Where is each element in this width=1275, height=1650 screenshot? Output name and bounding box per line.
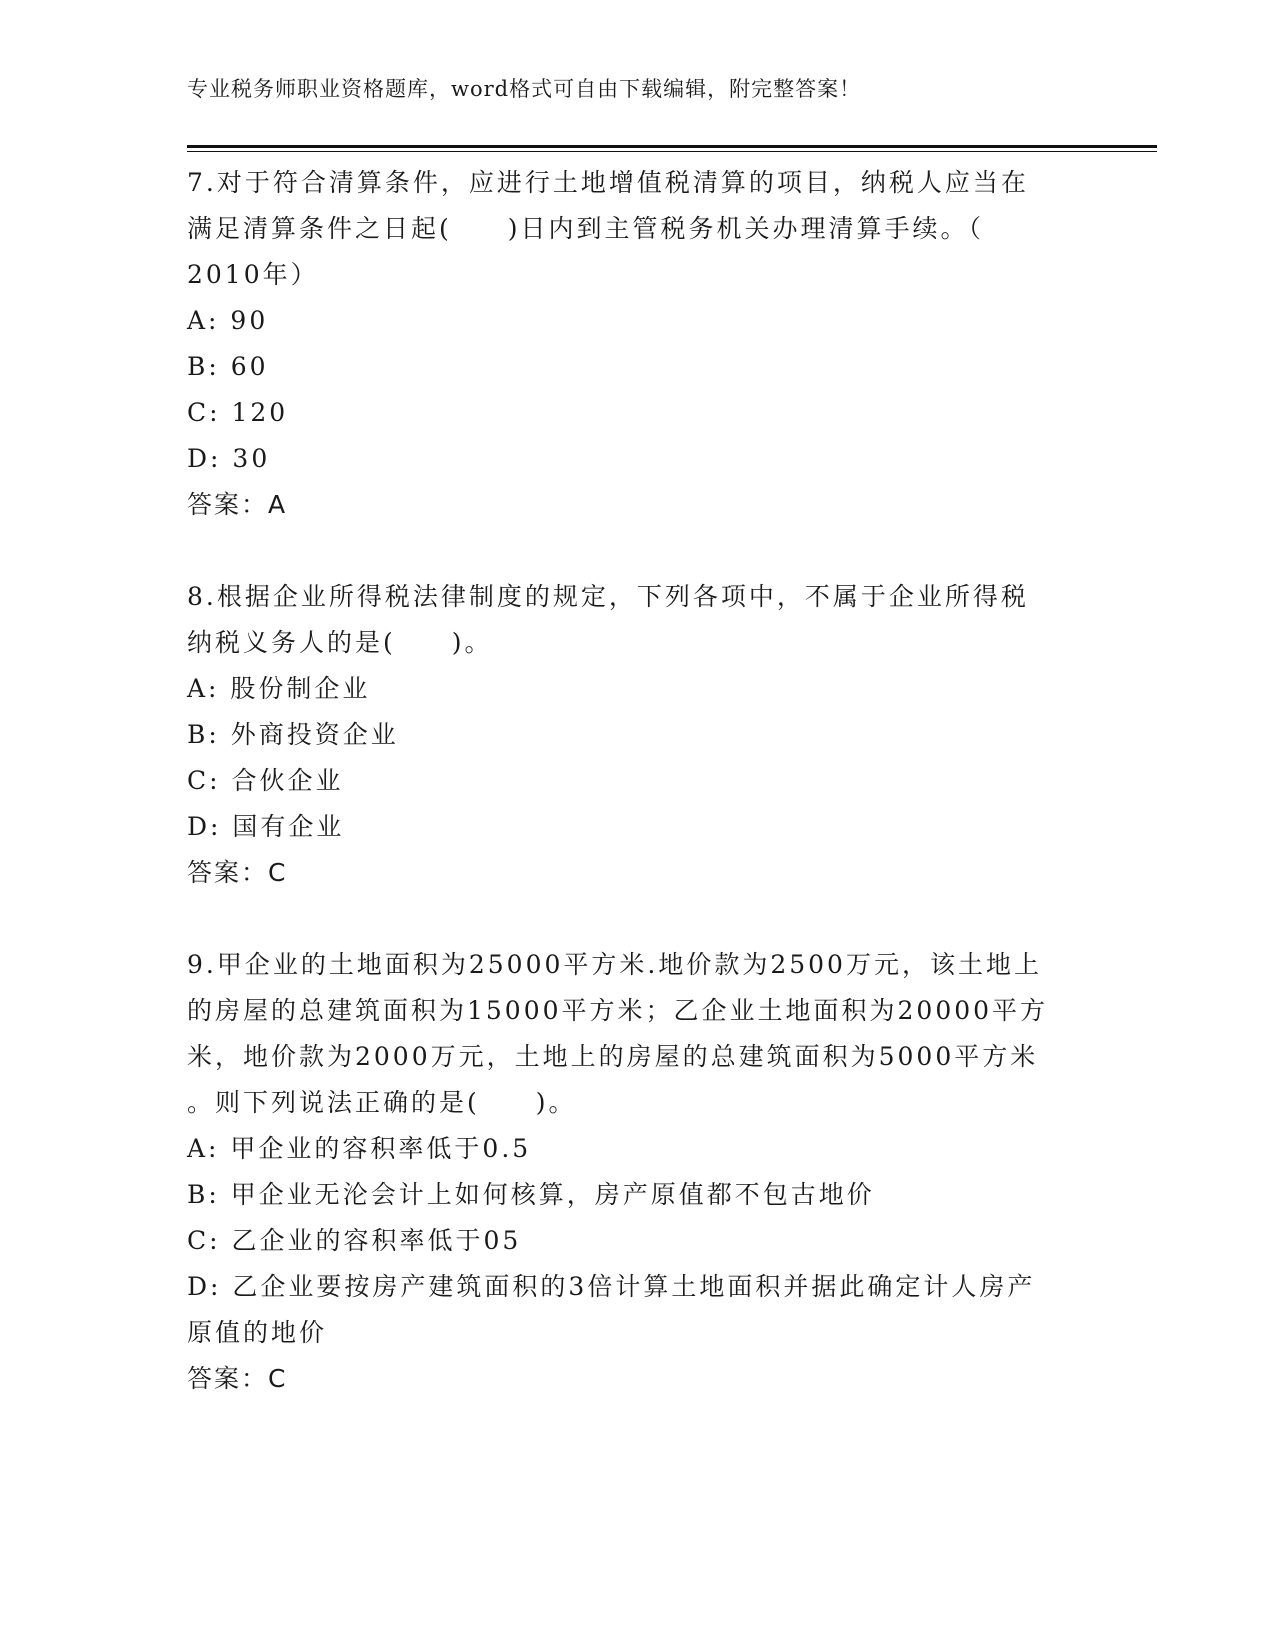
question-text-line: 7.对于符合清算条件，应进行土地增值税清算的项目，纳税人应当在 [187,168,1029,197]
option-d: D: 30 [187,444,271,473]
question-8 [187,574,1087,896]
option-d: D: 乙企业要按房产建筑面积的3倍计算土地面积并据此确定计人房产 [187,1272,1036,1301]
question-text-line: 2010年） [187,260,319,289]
option-c: C: 120 [187,398,289,427]
option-b: B: 外商投资企业 [187,720,399,749]
header-rule-thick [187,145,1157,148]
option-a: A: 甲企业的容积率低于0.5 [187,1134,532,1163]
header-rule-thin [187,151,1157,152]
option-c: C: 乙企业的容积率低于05 [187,1226,522,1255]
option-d: D: 国有企业 [187,812,345,841]
option-a: A: 90 [187,306,269,335]
question-spacer [187,896,1087,942]
option-c: C: 合伙企业 [187,766,344,795]
question-9 [187,942,1087,1402]
question-text-line: 。则下列说法正确的是( )。 [187,1088,577,1117]
answer-line: 答案：C [187,1364,288,1393]
question-list [187,160,1087,1402]
option-d-continued: 原值的地价 [187,1318,328,1347]
question-text-line: 9.甲企业的土地面积为25000平方米.地价款为2500万元，该土地上 [187,950,1042,979]
option-a: A: 股份制企业 [187,674,371,703]
answer-line: 答案：C [187,858,288,887]
option-b: B: 60 [187,352,269,381]
answer-line: 答案：A [187,490,288,519]
document-header: 专业税务师职业资格题库，word格式可自由下载编辑，附完整答案！ [187,77,862,101]
question-text-line: 8.根据企业所得税法律制度的规定，下列各项中，不属于企业所得税 [187,582,1029,611]
question-spacer [187,528,1087,574]
question-text-line: 满足清算条件之日起( )日内到主管税务机关办理清算手续。（ [187,214,985,243]
question-text-line: 的房屋的总建筑面积为15000平方米；乙企业土地面积为20000平方 [187,996,1049,1025]
option-b: B: 甲企业无沦会计上如何核算，房产原值都不包古地价 [187,1180,875,1209]
question-7 [187,160,1087,528]
question-text-line: 纳税义务人的是( )。 [187,628,493,657]
question-text-line: 米，地价款为2000万元，土地上的房屋的总建筑面积为5000平方米 [187,1042,1039,1071]
